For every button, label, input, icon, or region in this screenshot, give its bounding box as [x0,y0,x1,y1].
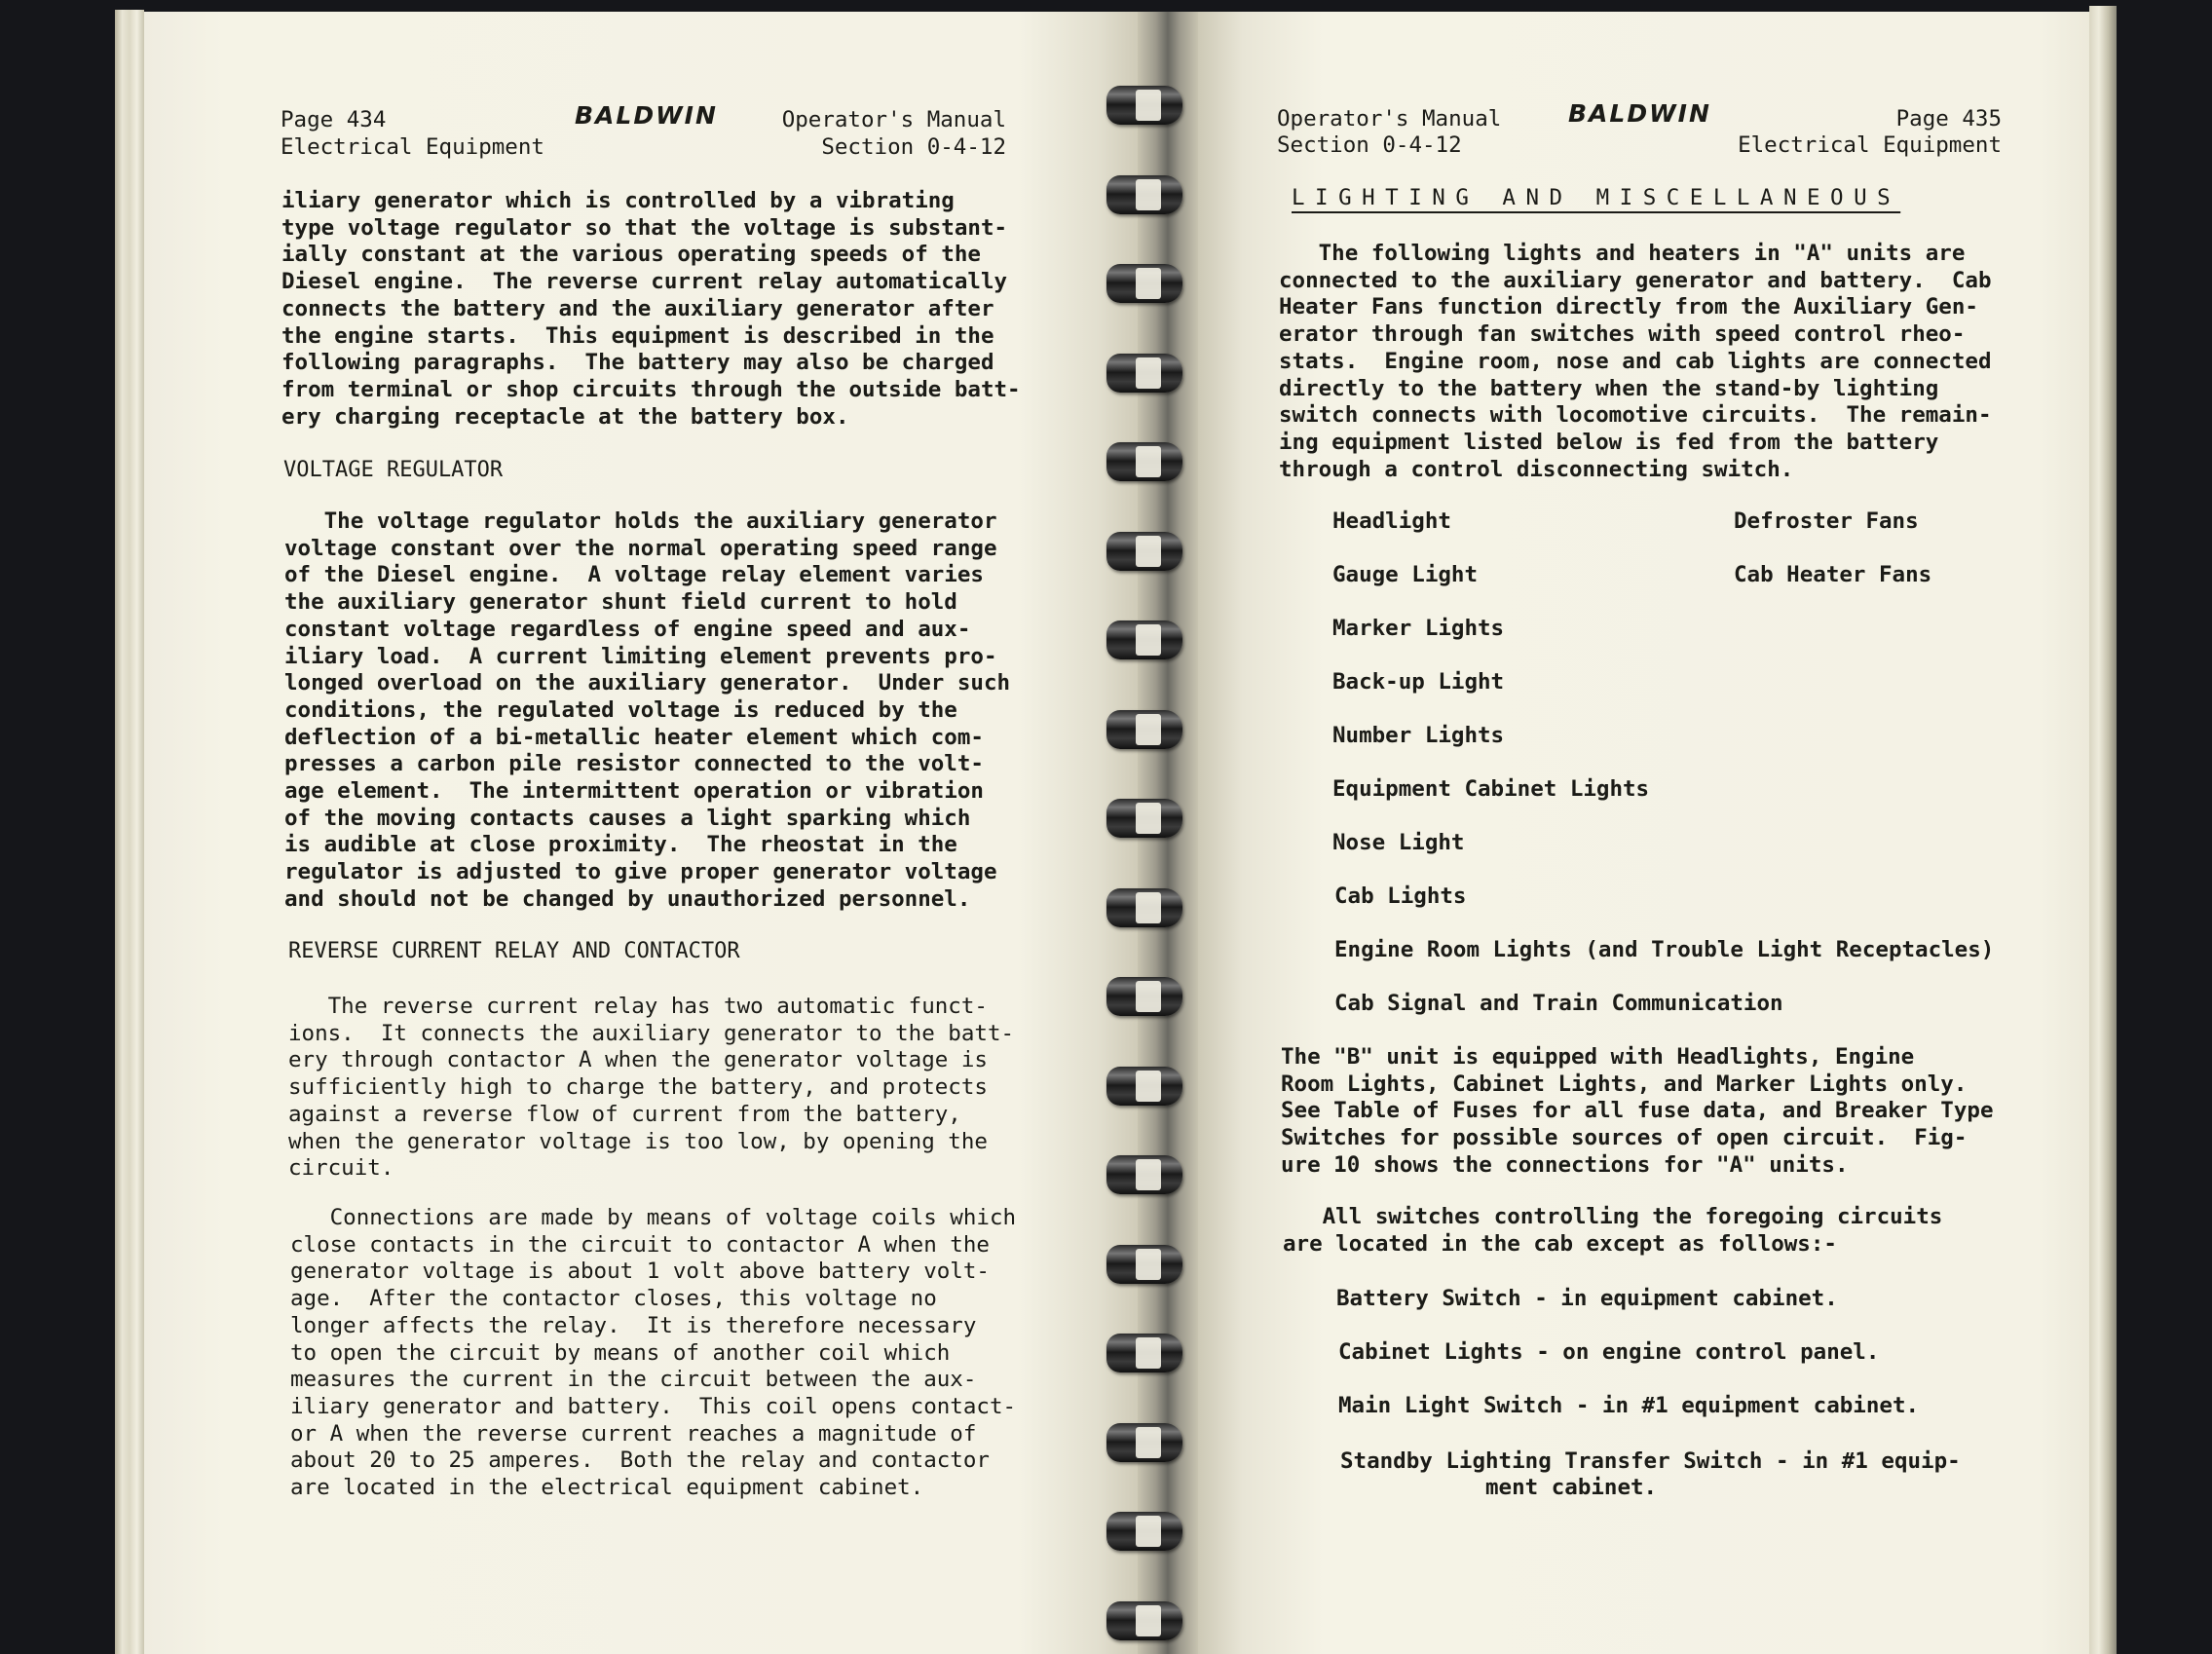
text-line: of the Diesel engine. A voltage relay element varies [284,562,984,588]
text-line: voltage constant over the normal operating speed range [284,535,997,561]
binding-coil [1106,175,1182,214]
equipment-item: Cab Signal and Train Communication [1334,991,1783,1016]
right-section-number: Section 0-4-12 [1277,132,1462,158]
binding-coil [1106,354,1182,393]
binding-coil [1106,1155,1182,1194]
right-page-subject: Electrical Equipment [1738,132,2002,158]
switch-location-item: Cabinet Lights - on engine control panel. [1338,1339,1880,1365]
text-line: The reverse current relay has two automatic funct- [288,994,988,1019]
text-line: measures the current in the circuit between the aux- [290,1367,977,1393]
binding-coil [1106,710,1182,749]
text-line: type voltage regulator so that the voltage is substant- [281,214,1008,241]
equipment-item: Number Lights [1332,723,1505,748]
voltage-regulator-heading: VOLTAGE REGULATOR [283,458,504,482]
text-line: All switches controlling the foregoing circuits [1283,1204,1943,1229]
text-line: ing equipment listed below is fed from the battery [1279,429,1939,455]
binding-coil [1106,532,1182,571]
equipment-item: Engine Room Lights (and Trouble Light Receptacles) [1334,937,1995,962]
left-page-subject: Electrical Equipment [281,134,544,160]
text-line: connects the battery and the auxiliary generator after [281,295,994,321]
binding-coil [1106,1245,1182,1284]
text-line: ery charging receptacle at the battery box. [281,403,849,430]
text-line: when the generator voltage is too low, by opening the [288,1128,988,1154]
switch-location-item: ment cabinet. [1340,1475,1658,1500]
text-line: Connections are made by means of voltage coils which [290,1205,1017,1230]
text-line: through a control disconnecting switch. [1279,456,1794,482]
text-line: ions. It connects the auxiliary generator to the batt- [288,1020,1015,1046]
text-line: sufficiently high to charge the battery, and protects [288,1074,988,1101]
text-line: circuit. [288,1155,394,1182]
text-line: Heater Fans function directly from the Auxiliary Gen- [1279,294,1978,320]
text-line: the auxiliary generator shunt field current to hold [284,589,957,616]
binding-coil [1106,799,1182,838]
text-line: presses a carbon pile resistor connected to the volt- [284,751,984,777]
text-line: iliary generator and battery. This coil opens contact- [290,1393,1017,1419]
text-line: generator voltage is about 1 volt above battery volt- [290,1259,990,1285]
text-line: longer affects the relay. It is therefore necessary [290,1312,977,1338]
text-line: ially constant at the various operating speeds of the [281,242,981,268]
text-line: The voltage regulator holds the auxiliary generator [284,508,997,534]
text-line: conditions, the regulated voltage is reduced by the [284,696,957,723]
text-line: erator through fan switches with speed control rheo- [1279,321,1966,348]
text-line: following paragraphs. The battery may also be charged [281,350,994,376]
text-line: of the moving contacts causes a light sparking which [284,805,971,831]
text-line: Room Lights, Cabinet Lights, and Marker Lights only. [1281,1071,1968,1097]
right-brand-logo: BALDWIN [1568,99,1711,128]
text-line: close contacts in the circuit to contactor A when the [290,1231,990,1258]
right-page-edge [2089,6,2117,1654]
text-line: iliary load. A current limiting element prevents pro- [284,643,997,669]
text-line: and should not be changed by unauthorized personnel. [284,885,971,912]
text-line: deflection of a bi-metallic heater element which com- [284,724,984,750]
text-line: ure 10 shows the connections for "A" units. [1281,1151,1849,1178]
text-line: The "B" unit is equipped with Headlights, Engine [1281,1044,1915,1070]
text-line: The following lights and heaters in "A" units are [1279,241,1966,266]
b-unit-paragraph [1281,1044,1994,1180]
text-line: are located in the electrical equipment cabinet. [290,1475,924,1501]
left-intro-paragraph [281,188,1021,431]
text-line: Diesel engine. The reverse current relay automatically [281,269,1008,295]
binding-coil [1106,442,1182,481]
text-line: connected to the auxiliary generator and battery. Cab [1279,267,1992,293]
equipment-item: Equipment Cabinet Lights [1332,776,1650,802]
text-line: age element. The intermittent operation or vibration [284,778,984,805]
equipment-item: Cab Heater Fans [1734,562,1932,587]
switch-location-item: Battery Switch - in equipment cabinet. [1336,1286,1838,1311]
voltage-regulator-paragraph [284,508,1010,914]
text-line: constant voltage regardless of engine speed and aux- [284,616,971,642]
lighting-section-title: LIGHTING AND MISCELLANEOUS [1292,185,1901,210]
connections-paragraph [290,1205,1016,1502]
equipment-item: Nose Light [1332,830,1465,855]
text-line: stats. Engine room, nose and cab lights are connected [1279,348,1992,374]
binding-coil [1106,1423,1182,1462]
switches-paragraph [1283,1204,1942,1258]
binding-coil [1106,1601,1182,1640]
binding-coil [1106,1512,1182,1551]
equipment-item: Headlight [1332,508,1451,534]
text-line: the engine starts. This equipment is described in the [281,322,994,349]
text-line: against a reverse flow of current from the battery, [288,1101,961,1127]
text-line: ery through contactor A when the generator voltage is [288,1047,988,1073]
text-line: are located in the cab except as follows:- [1283,1230,1837,1257]
equipment-item: Defroster Fans [1734,508,1919,534]
binding-coil [1106,1067,1182,1106]
equipment-item: Gauge Light [1332,562,1479,587]
binding-coil [1106,620,1182,659]
text-line: from terminal or shop circuits through the outside batt- [281,376,1021,402]
text-line: regulator is adjusted to give proper generator voltage [284,859,997,885]
left-page-edge [115,10,144,1654]
left-section-number: Section 0-4-12 [821,134,1006,160]
left-manual-title: Operator's Manual [781,107,1006,132]
text-line: or A when the reverse current reaches a magnitude of [290,1420,977,1447]
left-page-number: Page 434 [281,107,387,132]
text-line: Switches for possible sources of open circuit. Fig- [1281,1125,1968,1151]
text-line: directly to the battery when the stand-by lighting [1279,375,1939,401]
reverse-current-heading: REVERSE CURRENT RELAY AND CONTACTOR [288,939,740,963]
text-line: switch connects with locomotive circuits. The remain- [1279,402,1992,429]
right-manual-title: Operator's Manual [1277,106,1502,132]
text-line: is audible at close proximity. The rheostat in the [284,832,957,858]
lighting-intro-paragraph [1279,241,1992,483]
equipment-item: Marker Lights [1332,616,1505,641]
binding-coil [1106,977,1182,1016]
reverse-current-paragraph [288,994,1014,1183]
text-line: iliary generator which is controlled by a vibrating [281,188,955,213]
text-line: about 20 to 25 amperes. Both the relay and contactor [290,1447,990,1474]
text-line: See Table of Fuses for all fuse data, and Breaker Type [1281,1098,1994,1124]
binding-coil [1106,264,1182,303]
left-brand-logo: BALDWIN [575,101,718,130]
switch-location-item: Main Light Switch - in #1 equipment cabinet. [1338,1393,1920,1418]
binding-coil [1106,86,1182,125]
text-line: longed overload on the auxiliary generator. Under such [284,670,1011,696]
text-line: age. After the contactor closes, this voltage no [290,1286,937,1312]
switch-location-item: Standby Lighting Transfer Switch - in #1 equip- [1340,1448,1961,1474]
right-page-number: Page 435 [1895,106,2002,132]
equipment-item: Cab Lights [1334,883,1467,909]
text-line: to open the circuit by means of another coil which [290,1339,951,1366]
equipment-item: Back-up Light [1332,669,1505,695]
binding-coil [1106,1334,1182,1372]
binding-coil [1106,888,1182,927]
